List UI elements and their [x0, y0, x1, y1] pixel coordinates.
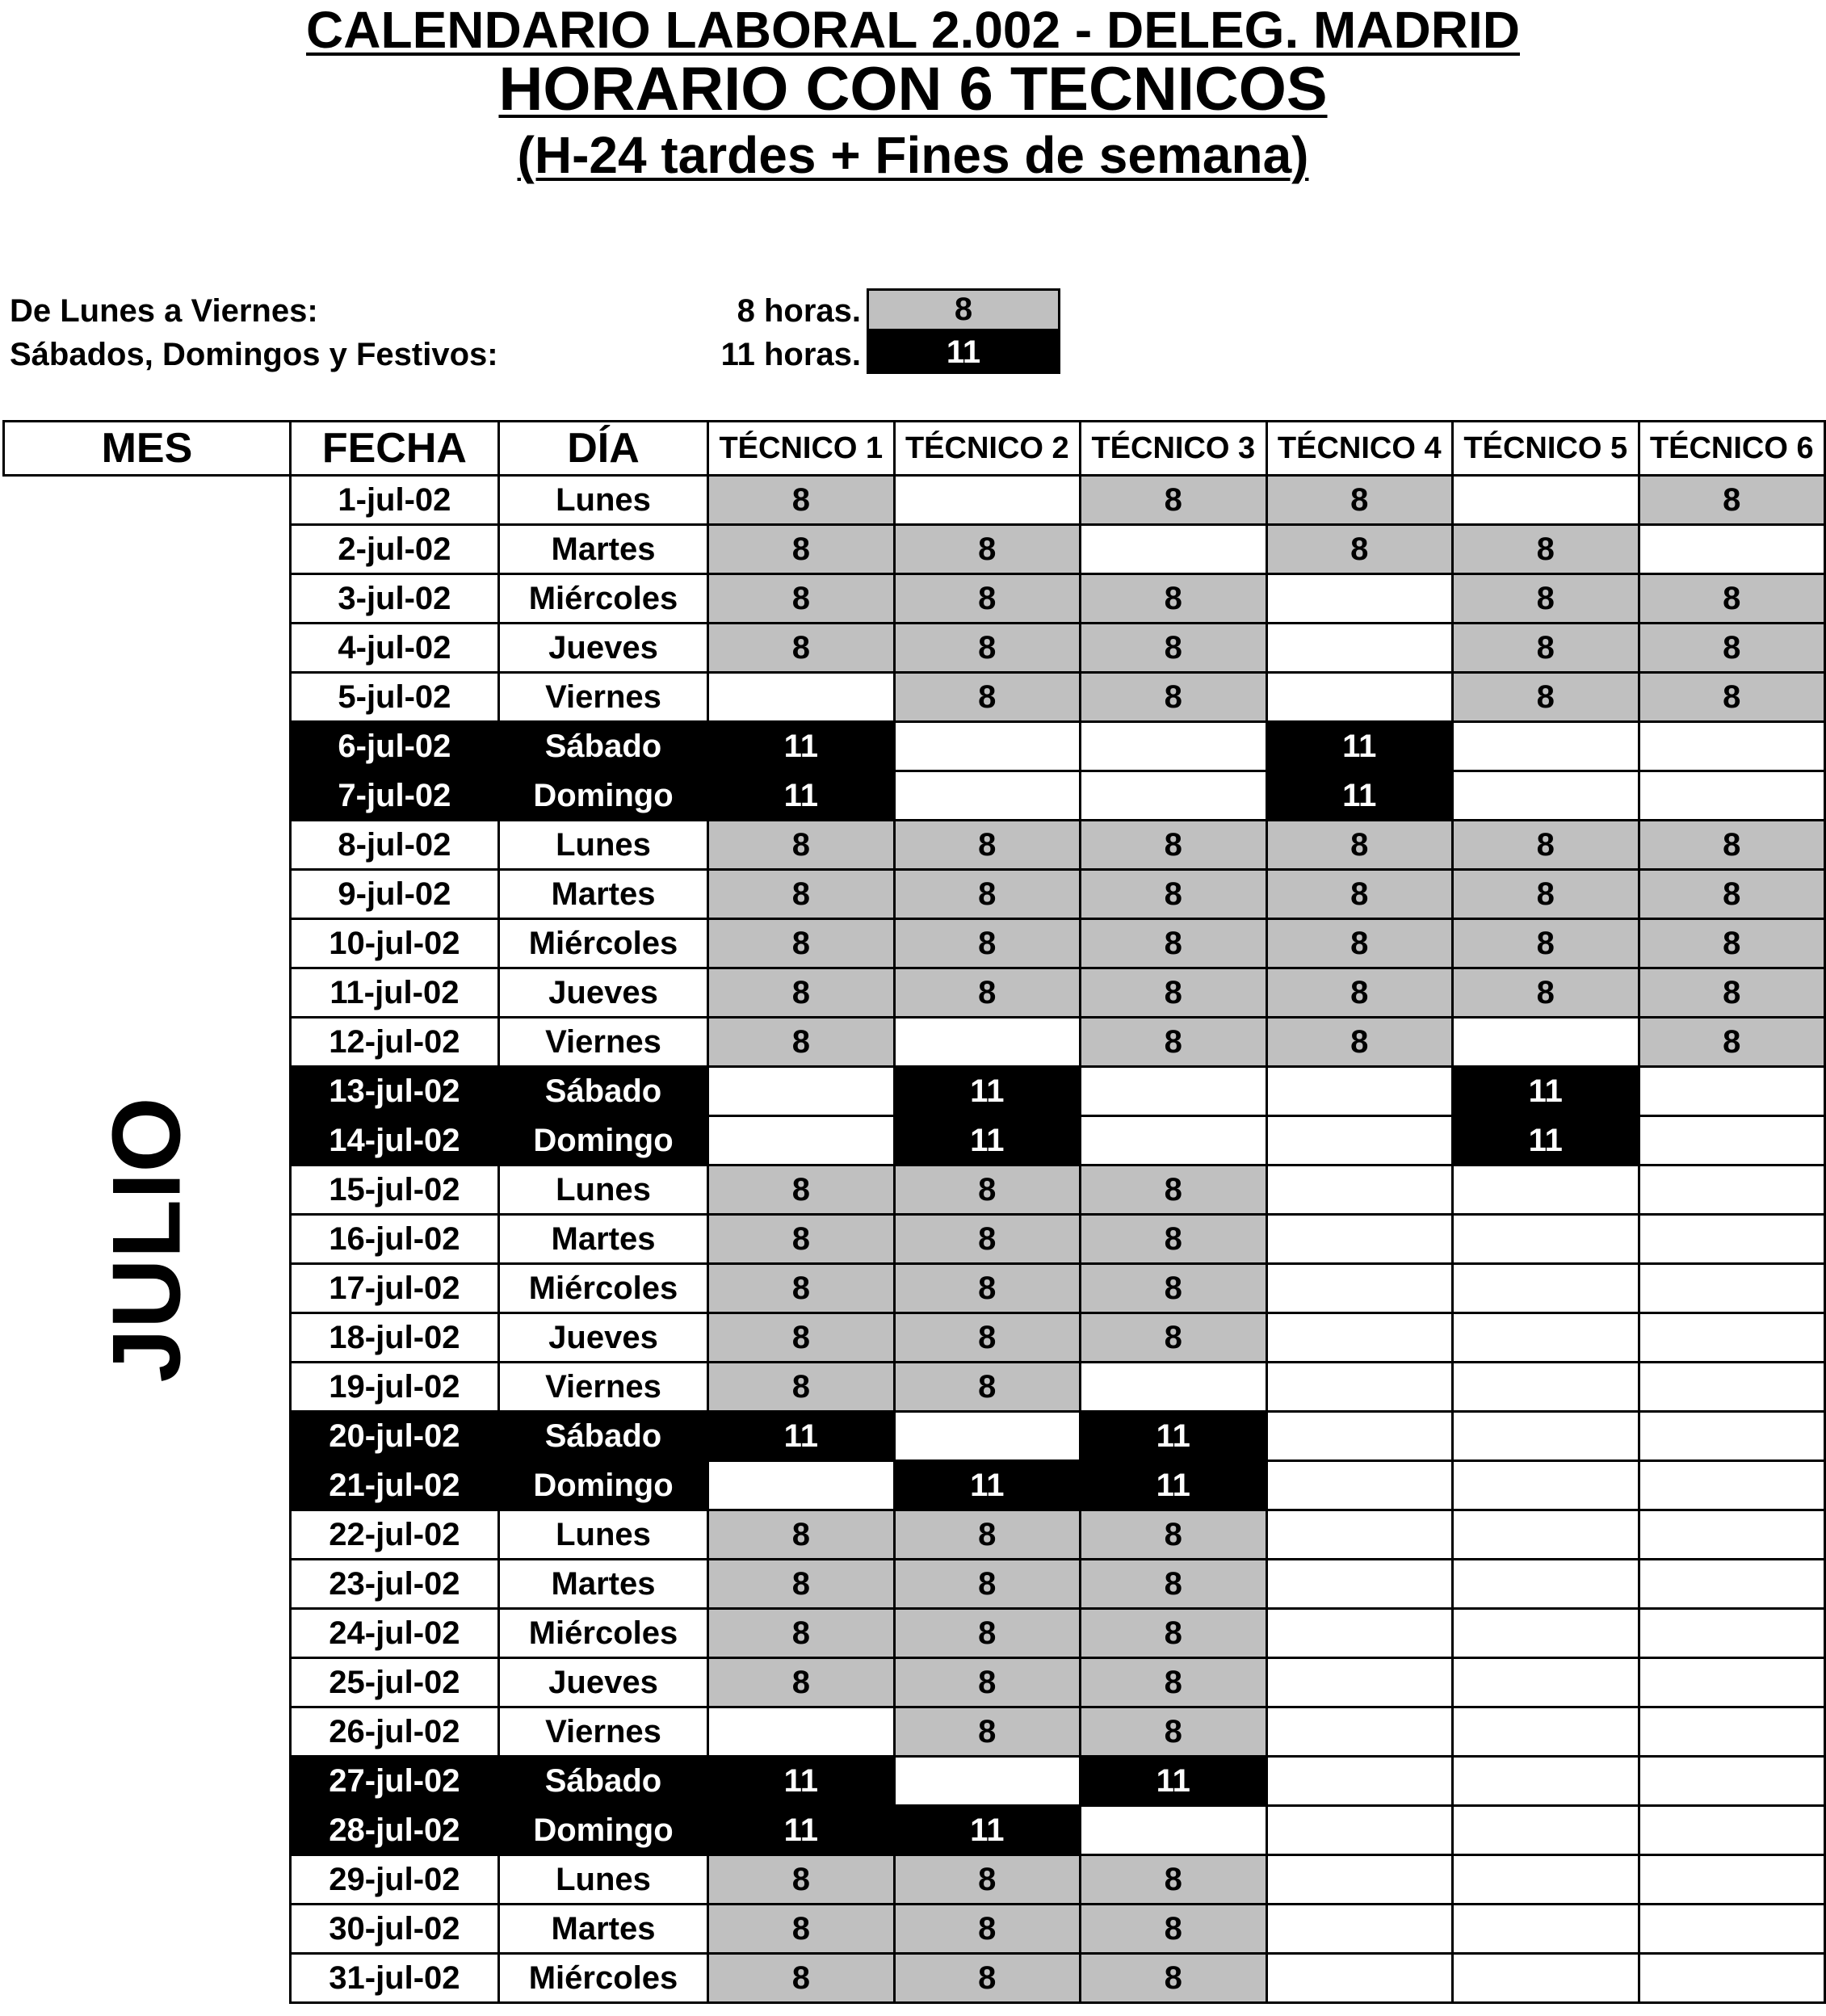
day-cell: Martes: [498, 1560, 707, 1609]
tecnico-4-cell: [1266, 1264, 1452, 1313]
tecnico-6-cell: [1639, 1560, 1825, 1609]
page-subtitle-2: [0, 124, 1826, 186]
tecnico-2-cell: [894, 1018, 1080, 1067]
tecnico-2-cell: 8: [894, 1658, 1080, 1707]
day-cell: Domingo: [498, 1461, 707, 1510]
tecnico-2-cell: [894, 476, 1080, 525]
tecnico-2-cell: 11: [894, 1461, 1080, 1510]
date-cell: 17-jul-02: [290, 1264, 498, 1313]
legend-weekday-hours: 8 horas.: [737, 293, 861, 329]
day-cell: Martes: [498, 1905, 707, 1954]
tecnico-3-cell: 8: [1081, 1264, 1266, 1313]
tecnico-4-cell: 8: [1266, 821, 1452, 870]
header-row: [4, 422, 1825, 476]
tecnico-4-cell: 8: [1266, 525, 1452, 574]
day-cell: Jueves: [498, 968, 707, 1018]
tecnico-1-cell: 11: [708, 1757, 894, 1806]
tecnico-6-cell: 8: [1639, 968, 1825, 1018]
tecnico-2-cell: 8: [894, 1560, 1080, 1609]
header-tecnico-5: TÉCNICO 5: [1453, 422, 1639, 476]
date-cell: 31-jul-02: [290, 1954, 498, 2003]
legend-weekend-hours: 11 horas.: [720, 337, 861, 372]
day-cell: Miércoles: [498, 1954, 707, 2003]
date-cell: 24-jul-02: [290, 1609, 498, 1658]
tecnico-1-cell: 8: [708, 525, 894, 574]
page-title: [0, 0, 1826, 60]
tecnico-6-cell: [1639, 1166, 1825, 1215]
date-cell: 25-jul-02: [290, 1658, 498, 1707]
tecnico-2-cell: [894, 771, 1080, 821]
tecnico-5-cell: 8: [1453, 821, 1639, 870]
tecnico-3-cell: [1081, 1806, 1266, 1855]
tecnico-6-cell: [1639, 722, 1825, 771]
day-cell: Viernes: [498, 1707, 707, 1757]
day-cell: Martes: [498, 870, 707, 919]
tecnico-6-cell: [1639, 1116, 1825, 1166]
tecnico-1-cell: 11: [708, 1806, 894, 1855]
tecnico-2-cell: 8: [894, 1264, 1080, 1313]
date-cell: 8-jul-02: [290, 821, 498, 870]
tecnico-6-cell: [1639, 1658, 1825, 1707]
tecnico-4-cell: 8: [1266, 870, 1452, 919]
tecnico-5-cell: [1453, 1806, 1639, 1855]
header-fecha: FECHA: [290, 422, 498, 476]
tecnico-4-cell: [1266, 1215, 1452, 1264]
tecnico-6-cell: [1639, 1855, 1825, 1905]
tecnico-2-cell: 8: [894, 968, 1080, 1018]
tecnico-1-cell: 8: [708, 1905, 894, 1954]
tecnico-1-cell: 8: [708, 624, 894, 673]
tecnico-6-cell: [1639, 1609, 1825, 1658]
date-cell: 26-jul-02: [290, 1707, 498, 1757]
tecnico-2-cell: 8: [894, 525, 1080, 574]
legend-weekday-box: 8: [867, 288, 1060, 331]
tecnico-3-cell: 11: [1081, 1757, 1266, 1806]
tecnico-3-cell: 8: [1081, 1954, 1266, 2003]
tecnico-1-cell: 8: [708, 1363, 894, 1412]
tecnico-2-cell: 11: [894, 1116, 1080, 1166]
tecnico-1-cell: 8: [708, 919, 894, 968]
tecnico-1-cell: [708, 1707, 894, 1757]
tecnico-6-cell: [1639, 771, 1825, 821]
tecnico-3-cell: 8: [1081, 1658, 1266, 1707]
day-cell: Viernes: [498, 1363, 707, 1412]
day-cell: Miércoles: [498, 919, 707, 968]
day-cell: Domingo: [498, 1116, 707, 1166]
tecnico-1-cell: 11: [708, 1412, 894, 1461]
tecnico-1-cell: 8: [708, 1215, 894, 1264]
tecnico-6-cell: 8: [1639, 1018, 1825, 1067]
table-row: [4, 476, 1825, 525]
tecnico-1-cell: 11: [708, 722, 894, 771]
tecnico-5-cell: [1453, 1905, 1639, 1954]
tecnico-1-cell: [708, 673, 894, 722]
tecnico-4-cell: [1266, 1658, 1452, 1707]
date-cell: 10-jul-02: [290, 919, 498, 968]
date-cell: 23-jul-02: [290, 1560, 498, 1609]
tecnico-5-cell: 8: [1453, 968, 1639, 1018]
date-cell: 1-jul-02: [290, 476, 498, 525]
tecnico-5-cell: 8: [1453, 525, 1639, 574]
tecnico-4-cell: [1266, 1412, 1452, 1461]
schedule-table: [2, 420, 1826, 2004]
tecnico-4-cell: [1266, 1461, 1452, 1510]
header-tecnico-2: TÉCNICO 2: [894, 422, 1080, 476]
header-tecnico-3: TÉCNICO 3: [1081, 422, 1266, 476]
tecnico-4-cell: [1266, 1510, 1452, 1560]
tecnico-4-cell: [1266, 1363, 1452, 1412]
date-cell: 6-jul-02: [290, 722, 498, 771]
day-cell: Miércoles: [498, 574, 707, 624]
tecnico-4-cell: 11: [1266, 722, 1452, 771]
tecnico-5-cell: [1453, 1757, 1639, 1806]
tecnico-4-cell: [1266, 1905, 1452, 1954]
tecnico-5-cell: 11: [1453, 1067, 1639, 1116]
tecnico-2-cell: 8: [894, 673, 1080, 722]
tecnico-5-cell: 8: [1453, 919, 1639, 968]
tecnico-1-cell: 8: [708, 968, 894, 1018]
tecnico-6-cell: 8: [1639, 476, 1825, 525]
tecnico-3-cell: 8: [1081, 1609, 1266, 1658]
tecnico-6-cell: 8: [1639, 919, 1825, 968]
tecnico-3-cell: 8: [1081, 1855, 1266, 1905]
tecnico-5-cell: 8: [1453, 673, 1639, 722]
day-cell: Jueves: [498, 1658, 707, 1707]
day-cell: Viernes: [498, 673, 707, 722]
tecnico-2-cell: 8: [894, 1855, 1080, 1905]
legend-weekday-label: De Lunes a Viernes:: [10, 293, 318, 329]
tecnico-1-cell: 8: [708, 476, 894, 525]
legend-weekend-box: 11: [867, 331, 1060, 374]
tecnico-1-cell: [708, 1461, 894, 1510]
tecnico-5-cell: [1453, 1609, 1639, 1658]
tecnico-2-cell: 8: [894, 1905, 1080, 1954]
date-cell: 5-jul-02: [290, 673, 498, 722]
tecnico-3-cell: [1081, 1363, 1266, 1412]
tecnico-2-cell: 8: [894, 1609, 1080, 1658]
header-tecnico-6: TÉCNICO 6: [1639, 422, 1825, 476]
tecnico-6-cell: [1639, 525, 1825, 574]
tecnico-4-cell: [1266, 1116, 1452, 1166]
tecnico-6-cell: 8: [1639, 821, 1825, 870]
day-cell: Domingo: [498, 771, 707, 821]
day-cell: Lunes: [498, 1510, 707, 1560]
tecnico-4-cell: [1266, 1806, 1452, 1855]
schedule-body: [4, 476, 1825, 2003]
tecnico-5-cell: [1453, 1707, 1639, 1757]
tecnico-6-cell: [1639, 1412, 1825, 1461]
tecnico-5-cell: [1453, 1363, 1639, 1412]
day-cell: Miércoles: [498, 1609, 707, 1658]
tecnico-1-cell: 8: [708, 1855, 894, 1905]
tecnico-2-cell: 8: [894, 821, 1080, 870]
tecnico-5-cell: 8: [1453, 870, 1639, 919]
tecnico-4-cell: [1266, 574, 1452, 624]
month-label: JULIO: [92, 1097, 201, 1383]
tecnico-2-cell: 8: [894, 574, 1080, 624]
day-cell: Jueves: [498, 624, 707, 673]
tecnico-3-cell: 8: [1081, 1560, 1266, 1609]
tecnico-3-cell: 8: [1081, 919, 1266, 968]
title-line-2: HORARIO CON 6 TECNICOS: [498, 55, 1328, 124]
date-cell: 30-jul-02: [290, 1905, 498, 1954]
day-cell: Miércoles: [498, 1264, 707, 1313]
day-cell: Sábado: [498, 1067, 707, 1116]
tecnico-1-cell: 8: [708, 1609, 894, 1658]
day-cell: Sábado: [498, 722, 707, 771]
tecnico-6-cell: [1639, 1215, 1825, 1264]
tecnico-4-cell: [1266, 1757, 1452, 1806]
tecnico-5-cell: [1453, 771, 1639, 821]
date-cell: 19-jul-02: [290, 1363, 498, 1412]
tecnico-1-cell: [708, 1067, 894, 1116]
day-cell: Sábado: [498, 1412, 707, 1461]
tecnico-3-cell: 8: [1081, 1905, 1266, 1954]
tecnico-5-cell: [1453, 1560, 1639, 1609]
tecnico-3-cell: 8: [1081, 1215, 1266, 1264]
tecnico-6-cell: 8: [1639, 574, 1825, 624]
tecnico-6-cell: [1639, 1510, 1825, 1560]
tecnico-6-cell: 8: [1639, 624, 1825, 673]
date-cell: 7-jul-02: [290, 771, 498, 821]
tecnico-4-cell: [1266, 1560, 1452, 1609]
date-cell: 27-jul-02: [290, 1757, 498, 1806]
tecnico-1-cell: [708, 1116, 894, 1166]
day-cell: Sábado: [498, 1757, 707, 1806]
tecnico-3-cell: 8: [1081, 1313, 1266, 1363]
tecnico-3-cell: 11: [1081, 1461, 1266, 1510]
tecnico-4-cell: 8: [1266, 476, 1452, 525]
date-cell: 20-jul-02: [290, 1412, 498, 1461]
legend-weekend-label: Sábados, Domingos y Festivos:: [10, 337, 498, 372]
date-cell: 18-jul-02: [290, 1313, 498, 1363]
tecnico-6-cell: [1639, 1806, 1825, 1855]
month-cell: [4, 476, 291, 2003]
tecnico-3-cell: [1081, 722, 1266, 771]
title-line-1: CALENDARIO LABORAL 2.002 - DELEG. MADRID: [306, 1, 1520, 59]
tecnico-1-cell: 8: [708, 1560, 894, 1609]
tecnico-5-cell: [1453, 1313, 1639, 1363]
date-cell: 11-jul-02: [290, 968, 498, 1018]
tecnico-6-cell: [1639, 1264, 1825, 1313]
tecnico-2-cell: 8: [894, 1707, 1080, 1757]
tecnico-4-cell: [1266, 1166, 1452, 1215]
tecnico-3-cell: 8: [1081, 574, 1266, 624]
tecnico-1-cell: 8: [708, 1313, 894, 1363]
tecnico-5-cell: [1453, 1510, 1639, 1560]
tecnico-2-cell: [894, 722, 1080, 771]
tecnico-1-cell: 8: [708, 574, 894, 624]
tecnico-5-cell: 8: [1453, 574, 1639, 624]
tecnico-4-cell: [1266, 1067, 1452, 1116]
tecnico-5-cell: [1453, 1018, 1639, 1067]
tecnico-1-cell: 8: [708, 1166, 894, 1215]
tecnico-2-cell: [894, 1757, 1080, 1806]
tecnico-3-cell: 8: [1081, 1018, 1266, 1067]
tecnico-3-cell: 8: [1081, 476, 1266, 525]
tecnico-1-cell: 8: [708, 1510, 894, 1560]
tecnico-4-cell: 8: [1266, 919, 1452, 968]
tecnico-5-cell: [1453, 1166, 1639, 1215]
tecnico-3-cell: 8: [1081, 1707, 1266, 1757]
tecnico-5-cell: [1453, 1461, 1639, 1510]
title-line-3: (H-24 tardes + Fines de semana): [517, 126, 1309, 184]
tecnico-1-cell: 8: [708, 821, 894, 870]
tecnico-5-cell: 11: [1453, 1116, 1639, 1166]
tecnico-3-cell: 8: [1081, 968, 1266, 1018]
tecnico-2-cell: 11: [894, 1067, 1080, 1116]
tecnico-5-cell: 8: [1453, 624, 1639, 673]
tecnico-2-cell: 8: [894, 1166, 1080, 1215]
tecnico-3-cell: [1081, 1067, 1266, 1116]
tecnico-2-cell: [894, 1412, 1080, 1461]
tecnico-4-cell: [1266, 673, 1452, 722]
tecnico-6-cell: [1639, 1067, 1825, 1116]
tecnico-6-cell: 8: [1639, 673, 1825, 722]
tecnico-3-cell: [1081, 1116, 1266, 1166]
tecnico-6-cell: [1639, 1757, 1825, 1806]
day-cell: Lunes: [498, 1166, 707, 1215]
tecnico-1-cell: 8: [708, 1658, 894, 1707]
tecnico-2-cell: 8: [894, 919, 1080, 968]
day-cell: Lunes: [498, 1855, 707, 1905]
tecnico-2-cell: 8: [894, 1363, 1080, 1412]
tecnico-5-cell: [1453, 1658, 1639, 1707]
date-cell: 9-jul-02: [290, 870, 498, 919]
tecnico-1-cell: 8: [708, 1264, 894, 1313]
tecnico-3-cell: 8: [1081, 870, 1266, 919]
tecnico-2-cell: 11: [894, 1806, 1080, 1855]
tecnico-1-cell: 8: [708, 1018, 894, 1067]
day-cell: Viernes: [498, 1018, 707, 1067]
tecnico-4-cell: [1266, 1313, 1452, 1363]
tecnico-3-cell: 8: [1081, 1510, 1266, 1560]
tecnico-4-cell: [1266, 1954, 1452, 2003]
date-cell: 28-jul-02: [290, 1806, 498, 1855]
tecnico-1-cell: 8: [708, 1954, 894, 2003]
day-cell: Martes: [498, 525, 707, 574]
tecnico-4-cell: 11: [1266, 771, 1452, 821]
tecnico-4-cell: [1266, 1855, 1452, 1905]
date-cell: 22-jul-02: [290, 1510, 498, 1560]
header-tecnico-1: TÉCNICO 1: [708, 422, 894, 476]
tecnico-6-cell: [1639, 1707, 1825, 1757]
tecnico-5-cell: [1453, 1412, 1639, 1461]
tecnico-3-cell: 8: [1081, 624, 1266, 673]
tecnico-3-cell: 8: [1081, 1166, 1266, 1215]
date-cell: 21-jul-02: [290, 1461, 498, 1510]
tecnico-3-cell: [1081, 771, 1266, 821]
header-mes: MES: [4, 422, 291, 476]
date-cell: 13-jul-02: [290, 1067, 498, 1116]
day-cell: Martes: [498, 1215, 707, 1264]
tecnico-3-cell: [1081, 525, 1266, 574]
date-cell: 2-jul-02: [290, 525, 498, 574]
tecnico-4-cell: 8: [1266, 968, 1452, 1018]
tecnico-5-cell: [1453, 1264, 1639, 1313]
date-cell: 29-jul-02: [290, 1855, 498, 1905]
tecnico-4-cell: 8: [1266, 1018, 1452, 1067]
tecnico-6-cell: [1639, 1905, 1825, 1954]
tecnico-6-cell: [1639, 1313, 1825, 1363]
tecnico-4-cell: [1266, 624, 1452, 673]
page-subtitle: [0, 55, 1826, 124]
day-cell: Lunes: [498, 821, 707, 870]
date-cell: 3-jul-02: [290, 574, 498, 624]
tecnico-5-cell: [1453, 1215, 1639, 1264]
tecnico-2-cell: 8: [894, 1215, 1080, 1264]
tecnico-2-cell: 8: [894, 870, 1080, 919]
header-dia: DÍA: [498, 422, 707, 476]
tecnico-1-cell: 11: [708, 771, 894, 821]
tecnico-3-cell: 11: [1081, 1412, 1266, 1461]
date-cell: 4-jul-02: [290, 624, 498, 673]
day-cell: Lunes: [498, 476, 707, 525]
tecnico-5-cell: [1453, 722, 1639, 771]
tecnico-2-cell: 8: [894, 1954, 1080, 2003]
tecnico-4-cell: [1266, 1707, 1452, 1757]
date-cell: 15-jul-02: [290, 1166, 498, 1215]
tecnico-6-cell: [1639, 1461, 1825, 1510]
tecnico-2-cell: 8: [894, 1313, 1080, 1363]
date-cell: 12-jul-02: [290, 1018, 498, 1067]
day-cell: Domingo: [498, 1806, 707, 1855]
date-cell: 14-jul-02: [290, 1116, 498, 1166]
tecnico-6-cell: [1639, 1954, 1825, 2003]
tecnico-5-cell: [1453, 476, 1639, 525]
tecnico-3-cell: 8: [1081, 821, 1266, 870]
day-cell: Jueves: [498, 1313, 707, 1363]
date-cell: 16-jul-02: [290, 1215, 498, 1264]
tecnico-4-cell: [1266, 1609, 1452, 1658]
tecnico-5-cell: [1453, 1855, 1639, 1905]
tecnico-3-cell: 8: [1081, 673, 1266, 722]
tecnico-6-cell: 8: [1639, 870, 1825, 919]
tecnico-1-cell: 8: [708, 870, 894, 919]
header-tecnico-4: TÉCNICO 4: [1266, 422, 1452, 476]
tecnico-6-cell: [1639, 1363, 1825, 1412]
tecnico-5-cell: [1453, 1954, 1639, 2003]
tecnico-2-cell: 8: [894, 1510, 1080, 1560]
tecnico-2-cell: 8: [894, 624, 1080, 673]
